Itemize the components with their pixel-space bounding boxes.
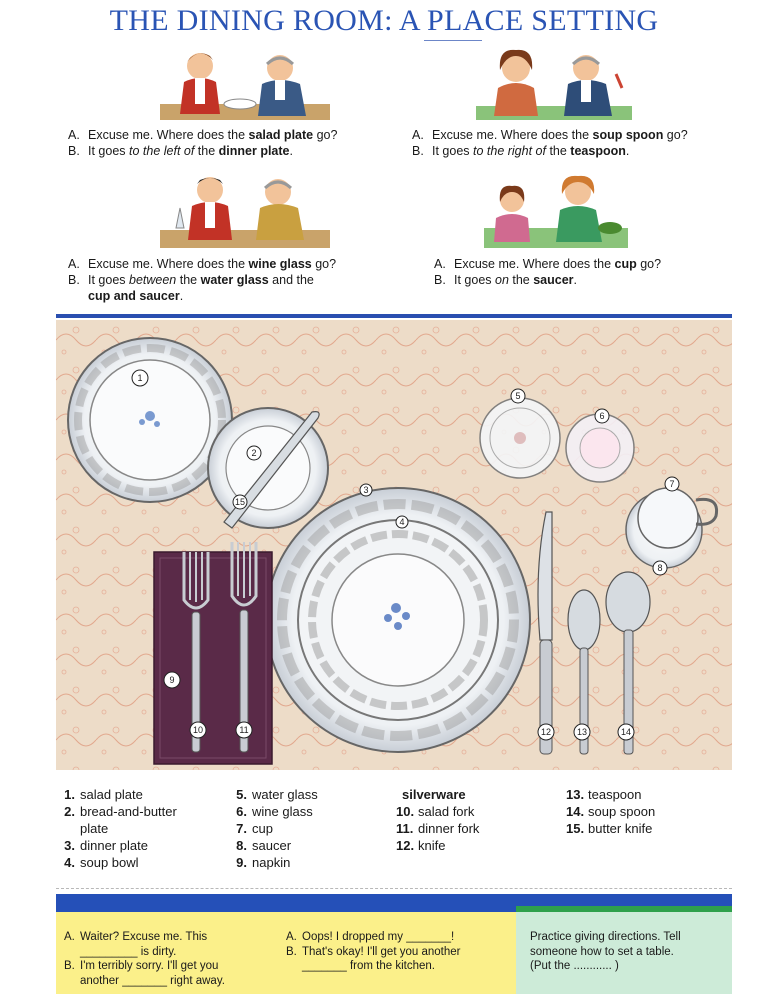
dialog-text: go? [636,257,662,271]
soup-bowl [298,520,498,720]
list-item: 8. saucer [236,838,292,853]
dialog-keyword: cup and saucer [88,289,180,303]
callout-3 [360,484,372,496]
dialog-text: . [289,144,293,158]
dialog-keyword: cup [614,257,637,271]
callout-13 [574,724,590,740]
dialog-text: It goes [432,144,473,158]
svg-text:5: 5 [515,391,521,401]
dialog-preposition: between [129,273,177,287]
list-item: 14. soup spoon [566,804,656,819]
title-underline [424,40,482,41]
dialog-keyword: dinner plate [218,144,290,158]
conversation-illustration-2 [476,44,632,120]
list-item: 13. teaspoon [566,787,642,802]
conversation-illustration-4 [484,172,628,248]
svg-text:15: 15 [234,497,246,507]
conversation-illustration-3 [160,168,330,248]
dialog-preposition: on [495,273,509,287]
callout-7 [665,477,679,491]
callout-12 [538,724,554,740]
vocab-column-2 [230,786,390,871]
list-item: 4. soup bowl [64,855,139,870]
salad-plate [68,338,232,502]
dialog-text: go? [663,128,688,142]
dialog-text: It goes [88,273,129,287]
dialog-text: Excuse me. Where does the [88,257,249,271]
dialog-text: the [508,273,534,287]
dialog-text: go? [313,128,338,142]
speaker-a: A. [434,257,446,271]
svg-text:11: 11 [239,725,249,735]
list-item: plate [80,821,109,836]
dialog-keyword: teaspoon [570,144,626,158]
dialog-2 [412,127,742,159]
list-item: 1. salad plate [64,787,143,802]
callout-10 [190,722,206,738]
list-item: 5. water glass [236,787,318,802]
water-glass [480,398,560,478]
svg-text:13: 13 [576,727,588,737]
callout-14 [618,724,634,740]
vocab-column-1 [58,786,228,871]
callout-8 [653,561,667,575]
list-item: 6. wine glass [236,804,313,819]
speaker-a: A. [412,128,424,142]
callout-4 [396,516,408,528]
list-item: 12. knife [396,838,446,853]
dialog-text: . [573,273,578,287]
svg-text:4: 4 [399,517,405,527]
conversation-illustration-1 [160,44,330,120]
svg-text:6: 6 [599,411,605,421]
dialog-text: It goes [88,144,129,158]
speaker-b: B. [68,144,80,158]
callout-15 [233,495,247,509]
dialog-text: and the [268,273,314,287]
callout-11 [236,722,252,738]
dialog-3 [68,256,398,304]
callout-5 [511,389,525,403]
dialog-text: . [625,144,630,158]
speaker-a: A. [68,128,80,142]
callout-9 [164,672,180,688]
callout-6 [595,409,609,423]
dialog-text: It goes [454,273,495,287]
dialog-keyword: water glass [200,273,269,287]
list-item: 7. cup [236,821,273,836]
callout-2 [247,446,261,460]
vocab-column-3 [396,786,556,854]
svg-text:3: 3 [363,485,369,495]
svg-text:10: 10 [192,725,204,735]
speaker-b: B. [68,273,80,287]
section-divider [56,314,732,318]
list-item: 15. butter knife [566,821,653,836]
page-title: THE DINING ROOM: A PLACE SETTING [109,4,659,37]
dialog-keyword: salad plate [248,128,314,142]
svg-text:9: 9 [169,675,175,685]
knife [538,512,552,754]
silverware-heading: silverware [402,787,466,802]
dialog-1 [68,127,398,159]
dialog-text: Excuse me. Where does the [454,257,615,271]
svg-text:8: 8 [657,563,663,573]
dialog-keyword: saucer [533,273,574,287]
svg-text:14: 14 [620,727,632,737]
svg-text:7: 7 [669,479,675,489]
napkin [154,552,272,764]
speaker-b: B. [412,144,424,158]
svg-text:1: 1 [137,373,143,383]
dialog-4 [434,256,734,288]
speaker-a: A. [68,257,80,271]
svg-text:2: 2 [251,448,257,458]
practice-instructions: Practice giving directions. Tell someone how to set a table. (Put the ............ ) [530,931,681,972]
wine-glass [566,414,634,482]
list-item: 10. salad fork [396,804,475,819]
list-item: 3. dinner plate [64,838,148,853]
dialog-text: go? [311,257,337,271]
exercise-dialog-1: A. Waiter? Excuse me. This _________ is dirty. B. I'm terribly sorry. I'll get you another _______ right away. [64,931,225,987]
place-setting-illustration [56,320,732,770]
svg-text:12: 12 [540,727,552,737]
dialog-preposition: to the left of [129,144,195,158]
dialog-preposition: to the right of [473,144,546,158]
dialog-text: . [179,289,184,303]
list-item: 11. dinner fork [396,821,480,836]
list-item: 9. napkin [236,855,291,870]
dialog-keyword: wine glass [248,257,312,271]
dialog-text: the [194,144,219,158]
dialog-keyword: soup spoon [592,128,664,142]
exercise-dialog-2: A. Oops! I dropped my _______! B. That's okay! I'll get you another _______ from the kitchen. [286,931,461,972]
dialog-text: the [176,273,201,287]
speaker-b: B. [434,273,446,287]
dialog-text: the [545,144,571,158]
dialog-text: Excuse me. Where does the [432,128,593,142]
callout-1 [132,370,148,386]
vocab-column-4 [566,786,726,837]
list-item: 2. bread-and-butter [64,804,177,819]
dialog-text: Excuse me. Where does the [88,128,249,142]
